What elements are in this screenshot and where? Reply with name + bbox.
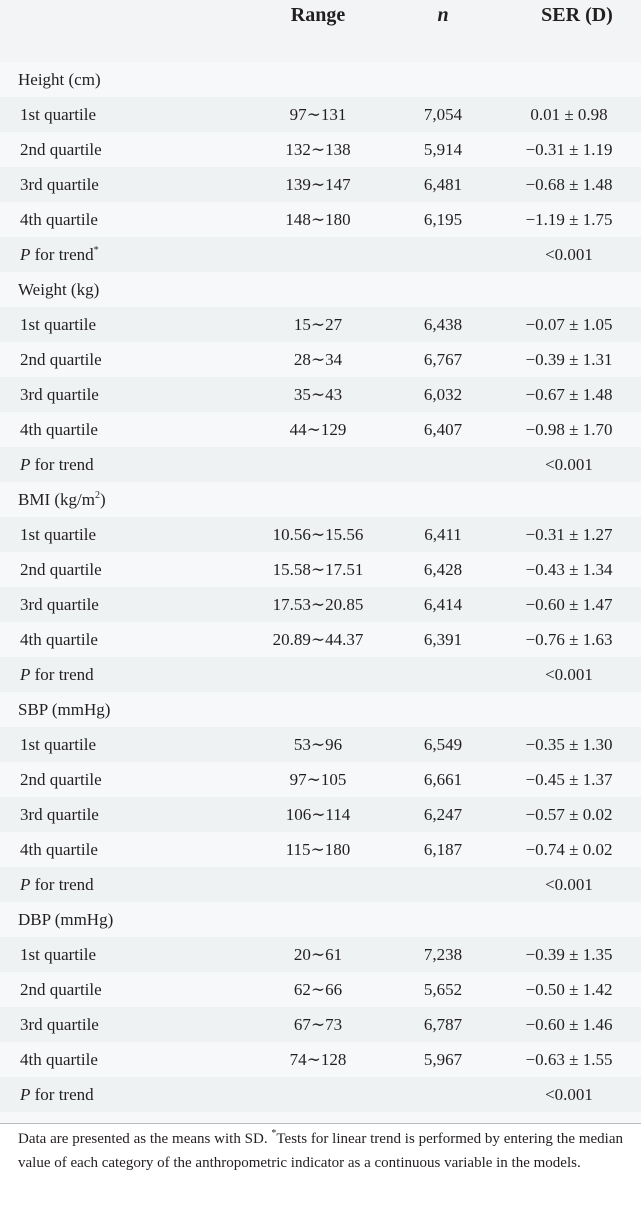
table-row bbox=[0, 62, 641, 97]
label-text: 1st quartile bbox=[20, 945, 97, 964]
cell-ser: −0.76 ± 1.63 bbox=[525, 630, 613, 649]
cell-range: 115∼180 bbox=[285, 840, 351, 859]
label-text: 2nd quartile bbox=[20, 350, 102, 369]
cell-range: 97∼131 bbox=[289, 105, 347, 124]
cell-range: 74∼128 bbox=[289, 1050, 347, 1069]
cell-range: 20∼61 bbox=[293, 945, 343, 964]
table-row bbox=[0, 552, 641, 587]
column-header-n: n bbox=[437, 4, 449, 26]
row-label bbox=[20, 202, 98, 237]
table-row bbox=[0, 97, 641, 132]
table-row bbox=[0, 657, 641, 692]
table-footnote bbox=[18, 1128, 623, 1175]
cell-range: 139∼147 bbox=[285, 175, 351, 194]
table-header bbox=[0, 0, 641, 63]
label-text: 3rd quartile bbox=[20, 1015, 99, 1034]
row-label bbox=[20, 132, 102, 167]
label-text: 2nd quartile bbox=[20, 980, 102, 999]
table-row bbox=[0, 377, 641, 412]
cell-range: 20.89∼44.37 bbox=[272, 630, 364, 649]
cell-ser: −0.45 ± 1.37 bbox=[525, 770, 613, 789]
label-text: Height (cm) bbox=[18, 70, 101, 89]
cell-range: 67∼73 bbox=[293, 1015, 343, 1034]
row-label bbox=[20, 937, 96, 972]
table-row bbox=[0, 272, 641, 307]
cell-range: 62∼66 bbox=[293, 980, 343, 999]
cell-n: 6,549 bbox=[423, 735, 463, 754]
cell-n: 6,414 bbox=[423, 595, 463, 614]
cell-n: 6,481 bbox=[423, 175, 463, 194]
label-text: 3rd quartile bbox=[20, 595, 99, 614]
cell-ser: <0.001 bbox=[545, 875, 593, 894]
table-body bbox=[0, 62, 641, 1124]
column-header-ser: SER (D) bbox=[541, 4, 613, 26]
cell-n: 6,407 bbox=[423, 420, 463, 439]
cell-ser: −0.63 ± 1.55 bbox=[525, 1050, 613, 1069]
table-row bbox=[0, 762, 641, 797]
label-text: 3rd quartile bbox=[20, 385, 99, 404]
cell-range: 132∼138 bbox=[285, 140, 351, 159]
cell-ser: −0.43 ± 1.34 bbox=[525, 560, 613, 579]
cell-range: 44∼129 bbox=[289, 420, 347, 439]
label-text: 4th quartile bbox=[20, 210, 98, 229]
label-text: for trend bbox=[30, 875, 94, 894]
label-text: 4th quartile bbox=[20, 840, 98, 859]
label-text: 4th quartile bbox=[20, 420, 98, 439]
table-row bbox=[0, 692, 641, 727]
table-row bbox=[0, 972, 641, 1007]
cell-ser: −0.60 ± 1.47 bbox=[525, 595, 613, 614]
table-row bbox=[0, 832, 641, 867]
cell-n: 6,767 bbox=[423, 350, 463, 369]
label-text: for trend bbox=[30, 455, 94, 474]
row-label bbox=[20, 97, 96, 132]
cell-range: 17.53∼20.85 bbox=[272, 595, 364, 614]
cell-ser: −0.35 ± 1.30 bbox=[525, 735, 613, 754]
row-label bbox=[20, 657, 94, 692]
cell-ser: <0.001 bbox=[545, 455, 593, 474]
cell-ser: −0.60 ± 1.46 bbox=[525, 1015, 613, 1034]
cell-range: 35∼43 bbox=[293, 385, 343, 404]
cell-ser: −0.31 ± 1.27 bbox=[525, 525, 613, 544]
cell-range: 15.58∼17.51 bbox=[272, 560, 364, 579]
cell-range: 148∼180 bbox=[285, 210, 351, 229]
label-italic-p: P bbox=[20, 1085, 31, 1104]
cell-ser: −0.68 ± 1.48 bbox=[525, 175, 613, 194]
cell-ser: <0.001 bbox=[545, 1085, 593, 1104]
label-text: 1st quartile bbox=[20, 315, 97, 334]
table-row bbox=[0, 1007, 641, 1042]
table-row bbox=[0, 412, 641, 447]
cell-ser: −0.39 ± 1.35 bbox=[525, 945, 613, 964]
table-row bbox=[0, 132, 641, 167]
row-label bbox=[20, 1042, 98, 1077]
label-text: 4th quartile bbox=[20, 630, 98, 649]
cell-n: 5,652 bbox=[423, 980, 463, 999]
table-row bbox=[0, 167, 641, 202]
label-tail: ) bbox=[99, 490, 106, 509]
label-text: SBP (mmHg) bbox=[18, 700, 111, 719]
table-row bbox=[0, 237, 641, 272]
group-label bbox=[18, 272, 99, 307]
cell-ser: 0.01 ± 0.98 bbox=[530, 105, 608, 124]
cell-n: 6,391 bbox=[423, 630, 463, 649]
label-italic-p: P bbox=[20, 875, 31, 894]
label-text: for trend bbox=[30, 1085, 94, 1104]
cell-n: 5,914 bbox=[423, 140, 463, 159]
cell-n: 6,787 bbox=[423, 1015, 463, 1034]
column-header-range: Range bbox=[290, 4, 346, 26]
row-label bbox=[20, 1077, 94, 1112]
label-italic-p: P bbox=[20, 455, 31, 474]
cell-ser: −0.67 ± 1.48 bbox=[525, 385, 613, 404]
group-label bbox=[18, 62, 101, 97]
row-label bbox=[20, 552, 102, 587]
row-label bbox=[20, 587, 99, 622]
label-text: DBP (mmHg) bbox=[18, 910, 114, 929]
table-row bbox=[0, 447, 641, 482]
row-label bbox=[20, 412, 98, 447]
label-text: 4th quartile bbox=[20, 1050, 98, 1069]
cell-range: 28∼34 bbox=[293, 350, 343, 369]
cell-n: 5,967 bbox=[423, 1050, 463, 1069]
label-text: BMI (kg/m bbox=[18, 490, 95, 509]
cell-ser: −0.74 ± 0.02 bbox=[525, 840, 613, 859]
label-text: for trend bbox=[30, 665, 94, 684]
table-row bbox=[0, 517, 641, 552]
cell-ser: −0.98 ± 1.70 bbox=[525, 420, 613, 439]
label-text: 2nd quartile bbox=[20, 770, 102, 789]
row-label bbox=[20, 447, 94, 482]
cell-ser: −0.07 ± 1.05 bbox=[525, 315, 613, 334]
cell-n: 6,428 bbox=[423, 560, 463, 579]
row-label bbox=[20, 832, 98, 867]
footnote-text-after: Tests for linear trend is performed by entering the median value of each category of the anthropometric indicator as a continuous variable in the models. bbox=[18, 1131, 623, 1171]
cell-n: 6,195 bbox=[423, 210, 463, 229]
table-row bbox=[0, 797, 641, 832]
label-text: 3rd quartile bbox=[20, 805, 99, 824]
label-text: 1st quartile bbox=[20, 525, 97, 544]
label-text: for trend bbox=[30, 245, 94, 264]
cell-n: 6,438 bbox=[423, 315, 463, 334]
row-label bbox=[20, 1007, 99, 1042]
cell-n: 7,238 bbox=[423, 945, 463, 964]
row-label bbox=[20, 797, 99, 832]
row-label bbox=[20, 972, 102, 1007]
cell-n: 6,411 bbox=[424, 525, 462, 544]
label-superscript: * bbox=[93, 245, 99, 256]
label-text: 1st quartile bbox=[20, 735, 97, 754]
row-label bbox=[20, 307, 96, 342]
group-label bbox=[18, 692, 110, 727]
label-superscript: 2 bbox=[94, 490, 100, 501]
cell-range: 97∼105 bbox=[289, 770, 347, 789]
label-text: 2nd quartile bbox=[20, 560, 102, 579]
row-label bbox=[20, 517, 96, 552]
label-italic-p: P bbox=[20, 245, 31, 264]
table-row bbox=[0, 1077, 641, 1112]
table-row bbox=[0, 482, 641, 517]
cell-n: 7,054 bbox=[423, 105, 463, 124]
row-label bbox=[20, 237, 99, 272]
footnote-text-before: Data are presented as the means with SD. bbox=[18, 1131, 272, 1147]
table-row bbox=[0, 622, 641, 657]
cell-range: 15∼27 bbox=[293, 315, 343, 334]
cell-range: 106∼114 bbox=[285, 805, 351, 824]
table-row bbox=[0, 307, 641, 342]
table-row bbox=[0, 937, 641, 972]
cell-n: 6,032 bbox=[423, 385, 463, 404]
table-row bbox=[0, 587, 641, 622]
row-label bbox=[20, 762, 102, 797]
table-row bbox=[0, 202, 641, 237]
row-label bbox=[20, 377, 99, 412]
cell-ser: −1.19 ± 1.75 bbox=[525, 210, 613, 229]
cell-ser: −0.39 ± 1.31 bbox=[525, 350, 613, 369]
row-label bbox=[20, 342, 102, 377]
label-text: 3rd quartile bbox=[20, 175, 99, 194]
table-bottom-rule bbox=[0, 1123, 641, 1124]
table-row bbox=[0, 902, 641, 937]
cell-range: 53∼96 bbox=[293, 735, 343, 754]
label-text: 1st quartile bbox=[20, 105, 97, 124]
cell-range: 10.56∼15.56 bbox=[272, 525, 364, 544]
cell-n: 6,247 bbox=[423, 805, 463, 824]
label-text: 2nd quartile bbox=[20, 140, 102, 159]
cell-ser: −0.57 ± 0.02 bbox=[525, 805, 613, 824]
cell-ser: −0.50 ± 1.42 bbox=[525, 980, 613, 999]
group-label bbox=[18, 902, 113, 937]
cell-ser: <0.001 bbox=[545, 665, 593, 684]
cell-n: 6,661 bbox=[423, 770, 463, 789]
cell-ser: −0.31 ± 1.19 bbox=[525, 140, 613, 159]
label-italic-p: P bbox=[20, 665, 31, 684]
cell-ser: <0.001 bbox=[545, 245, 593, 264]
footnote-asterisk: * bbox=[271, 1128, 277, 1139]
table-row bbox=[0, 727, 641, 762]
cell-n: 6,187 bbox=[423, 840, 463, 859]
table-row bbox=[0, 867, 641, 902]
table-row bbox=[0, 342, 641, 377]
row-label bbox=[20, 867, 94, 902]
group-label bbox=[18, 482, 106, 517]
label-text: Weight (kg) bbox=[18, 280, 100, 299]
table-row bbox=[0, 1042, 641, 1077]
row-label bbox=[20, 167, 99, 202]
row-label bbox=[20, 622, 98, 657]
row-label bbox=[20, 727, 96, 762]
